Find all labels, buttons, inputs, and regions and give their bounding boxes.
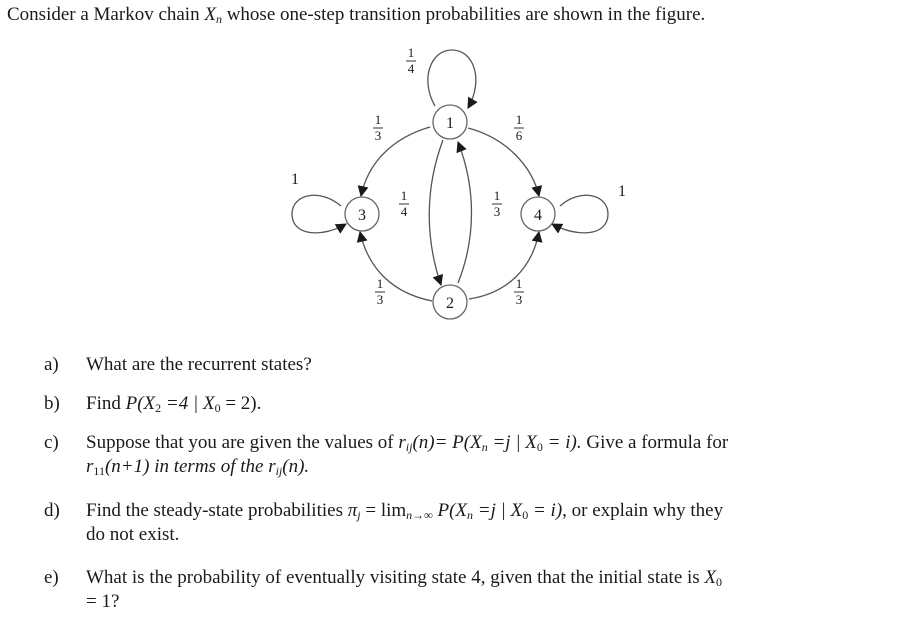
prob-1-1-den: 4 bbox=[407, 61, 415, 76]
question-b-label: b) bbox=[44, 393, 60, 414]
question-c-text-line1: Suppose that you are given the values of $r_{ij}(n)= P(X_n =j$ | $X_0 = i$). Give a formula for bbox=[86, 432, 729, 454]
edge-1-2 bbox=[429, 140, 443, 285]
prob-4-4-label: 1 bbox=[618, 183, 626, 200]
edge-3-3 bbox=[292, 195, 346, 233]
prob-2-3-num: 1 bbox=[376, 276, 384, 291]
edge-2-4 bbox=[469, 232, 539, 299]
markov-chain-diagram bbox=[280, 38, 640, 328]
question-a-text: What are the recurrent states? bbox=[86, 354, 312, 375]
question-e-text-line2: = 1? bbox=[86, 591, 120, 612]
question-c-label: c) bbox=[44, 432, 59, 453]
prob-1-3-den: 3 bbox=[374, 128, 382, 143]
state-4-label: 4 bbox=[534, 207, 542, 224]
question-a-label: a) bbox=[44, 354, 59, 375]
question-e-label: e) bbox=[44, 567, 59, 588]
question-d-label: d) bbox=[44, 500, 60, 521]
prob-1-1-num: 1 bbox=[407, 45, 415, 60]
prob-2-4-den: 3 bbox=[515, 292, 523, 307]
question-c-text-line2: $r_{11}(n+1)$ in terms of the $r_{ij}(n)$. bbox=[86, 456, 310, 478]
prob-2-4-num: 1 bbox=[515, 276, 523, 291]
edge-4-4 bbox=[552, 195, 608, 233]
prob-1-2-num: 1 bbox=[400, 188, 408, 203]
prob-2-1-den: 3 bbox=[493, 204, 501, 219]
question-e-text-line1: What is the probability of eventually visiting state 4, given that the initial state is $X_0$ bbox=[86, 567, 723, 589]
prob-3-3-label: 1 bbox=[291, 171, 299, 188]
state-1-label: 1 bbox=[446, 115, 454, 132]
state-3-label: 3 bbox=[358, 207, 366, 224]
question-d-text-line1: Find the steady-state probabilities $\pi_j = \lim_{n\to\infty} P(X_n =j$ | $X_0 = i$), or explain why they bbox=[86, 500, 724, 522]
edge-2-1 bbox=[458, 142, 472, 283]
prob-1-4-den: 6 bbox=[515, 128, 523, 143]
prob-1-4-num: 1 bbox=[515, 112, 523, 127]
state-2-label: 2 bbox=[446, 295, 454, 312]
question-b-text: Find $P(X_2 =4$ | $X_0 = 2$). bbox=[86, 393, 262, 415]
prob-2-3-den: 3 bbox=[376, 292, 384, 307]
edge-1-1 bbox=[428, 50, 476, 108]
prob-1-2-den: 4 bbox=[400, 204, 408, 219]
prob-1-3-num: 1 bbox=[374, 112, 382, 127]
question-d-text-line2: do not exist. bbox=[86, 524, 180, 545]
edge-2-3 bbox=[360, 232, 432, 301]
prob-2-1-num: 1 bbox=[493, 188, 501, 203]
edge-1-4 bbox=[468, 128, 539, 196]
edge-1-3 bbox=[361, 127, 430, 196]
problem-intro: Consider a Markov chain $X_n$ whose one-step transition probabilities are shown in the figure. bbox=[7, 4, 706, 26]
